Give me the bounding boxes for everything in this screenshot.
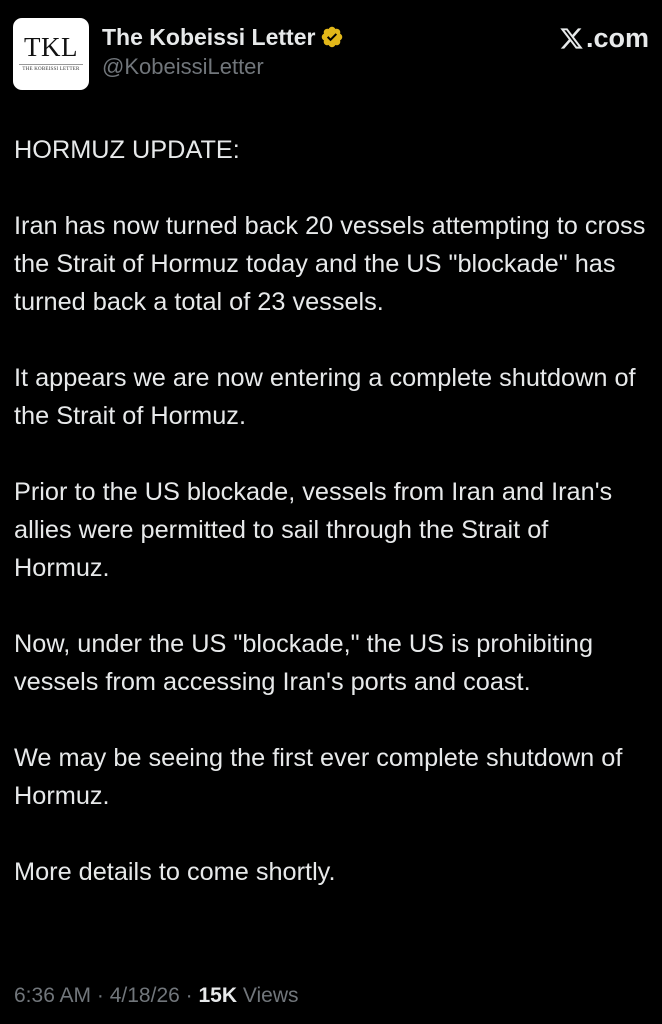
tweet-paragraph: More details to come shortly. — [14, 858, 336, 886]
x-com-label: .com — [585, 23, 649, 53]
views-label: Views — [237, 984, 299, 1007]
x-com-brand — [559, 20, 649, 56]
tweet-text — [14, 131, 650, 929]
avatar-monogram: TKL — [24, 32, 78, 62]
tweet-paragraph: We may be seeing the first ever complete shutdown of Hormuz. — [14, 744, 623, 810]
tweet-meta — [14, 981, 299, 1011]
meta-separator: · — [91, 984, 110, 1007]
tweet-paragraph: Iran has now turned back 20 vessels attempting to cross the Strait of Hormuz today and the US "blockade" has turned back a total of 23 vessels. — [14, 212, 646, 316]
display-name[interactable]: The Kobeissi Letter — [102, 24, 316, 50]
author-handle[interactable]: @KobeissiLetter — [102, 54, 264, 79]
tweet-paragraph: Prior to the US blockade, vessels from Iran and Iran's allies were permitted to sail through the Strait of Hormuz. — [14, 478, 613, 582]
verified-badge-icon — [320, 25, 344, 49]
tweet-date[interactable]: 4/18/26 — [109, 984, 180, 1007]
tweet-header — [13, 18, 649, 92]
avatar[interactable] — [13, 18, 89, 90]
tweet-paragraph: It appears we are now entering a complete shutdown of the Strait of Hormuz. — [14, 364, 636, 430]
avatar-tagline: THE KOBEISSI LETTER — [19, 64, 83, 72]
views-count[interactable]: 15K — [198, 984, 238, 1007]
tweet-paragraph: HORMUZ UPDATE: — [14, 136, 240, 164]
meta-separator: · — [179, 984, 199, 1007]
tweet-time[interactable]: 6:36 AM — [14, 984, 92, 1007]
author-names — [102, 22, 344, 82]
display-name-row — [102, 22, 344, 52]
x-logo-icon — [559, 26, 584, 51]
tweet-paragraph: Now, under the US "blockade," the US is prohibiting vessels from accessing Iran's ports and coast. — [14, 630, 594, 696]
